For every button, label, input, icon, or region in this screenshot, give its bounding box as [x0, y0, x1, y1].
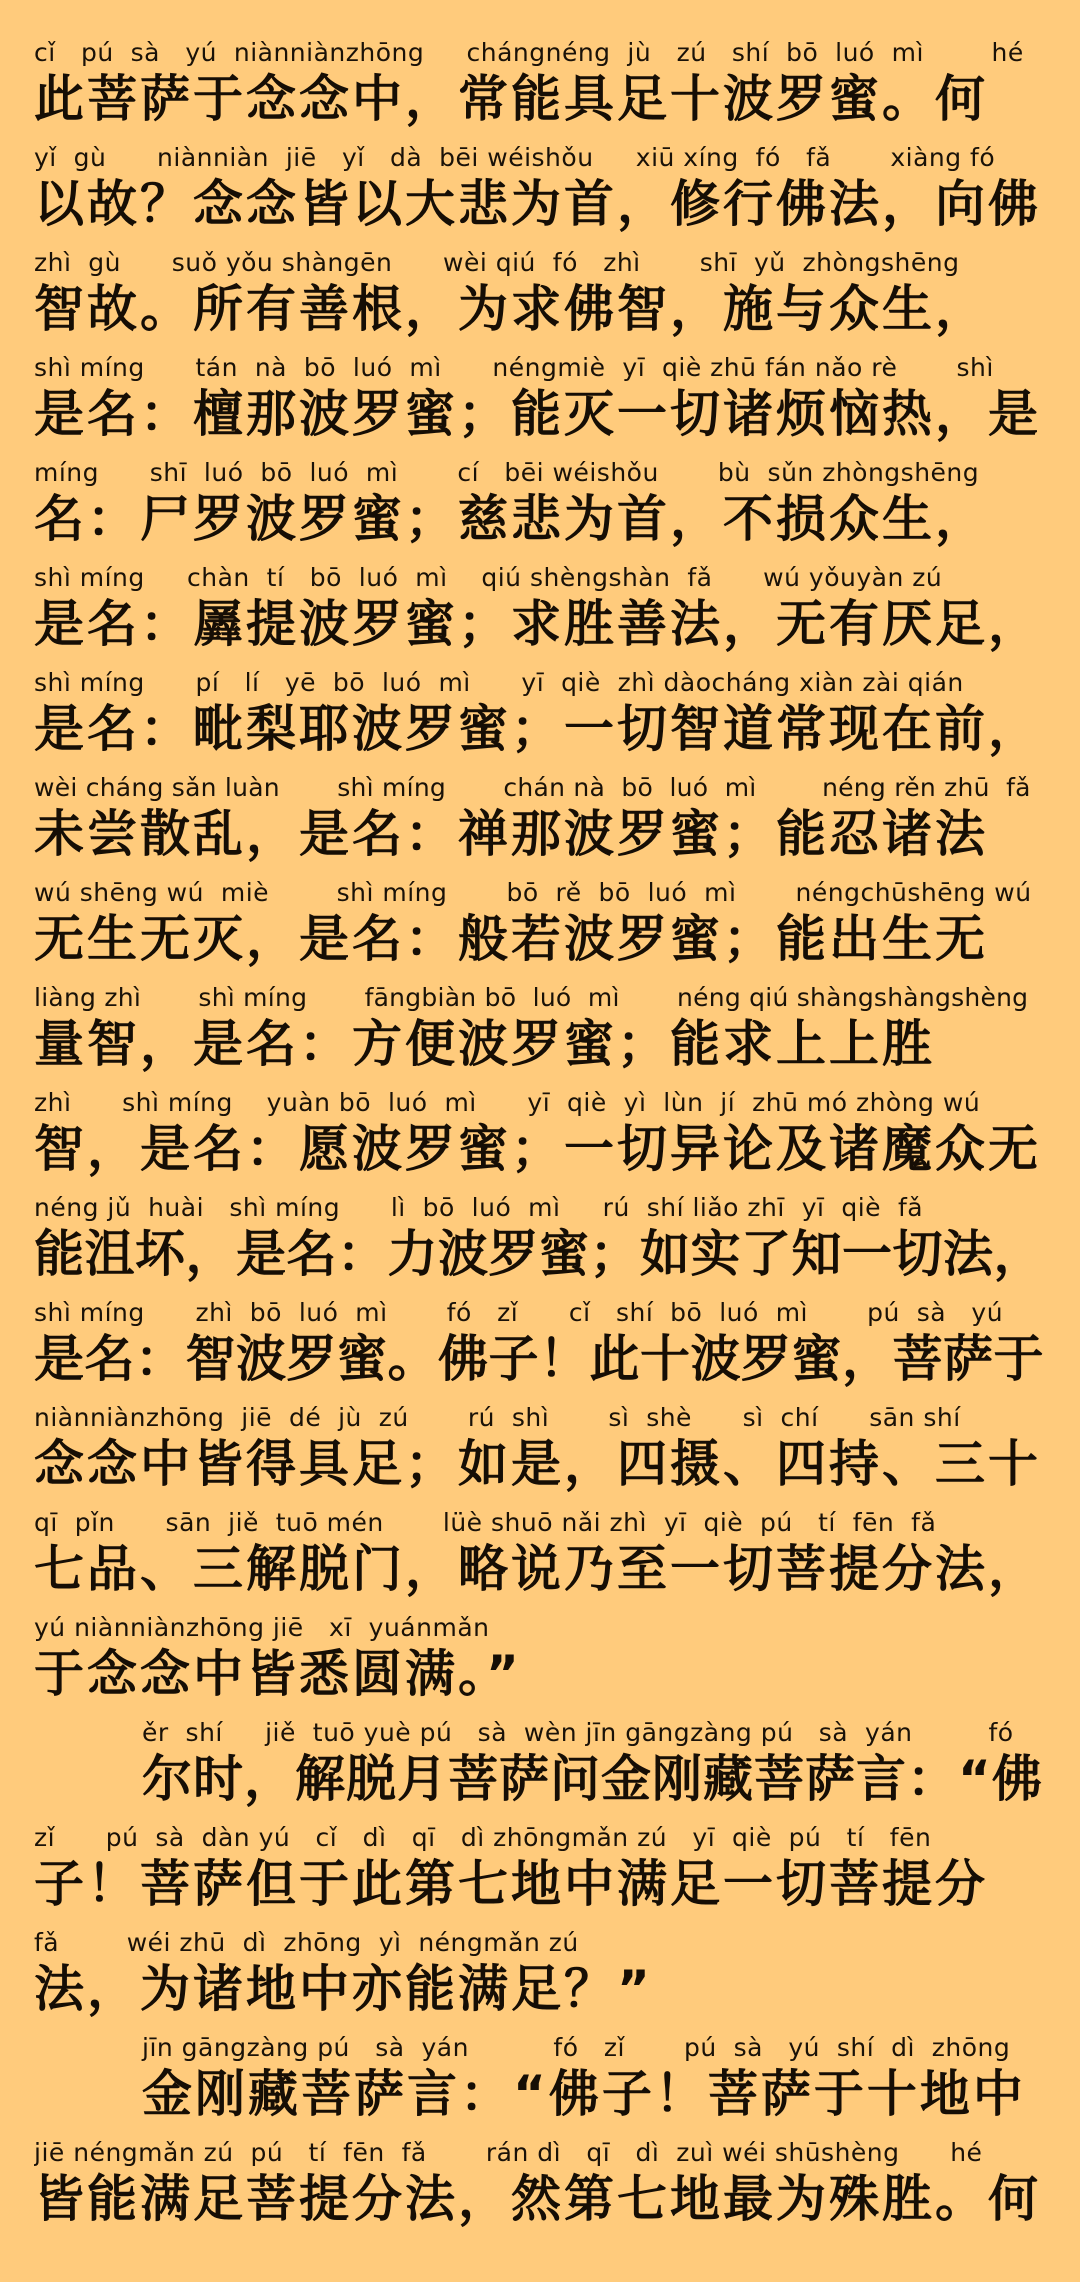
chinese-text: 名：尸罗波罗蜜；慈悲为首，不损众生， [34, 490, 988, 548]
verse-line [34, 1928, 1046, 2033]
verse-line [34, 1823, 1046, 1928]
chinese-text: 金刚藏菩萨言：“佛子！菩萨于十地中 [142, 2065, 1026, 2123]
pinyin-annotation: shì míng chàn tí bō luó mì qiú shèngshàn fǎ wú yǒuyàn zú [34, 563, 943, 592]
chinese-text: 尔时，解脱月菩萨问金刚藏菩萨言：“佛 [142, 1750, 1043, 1808]
pinyin-annotation: néng jǔ huài shì míng lì bō luó mì rú shí liǎo zhī yī qiè fǎ [34, 1193, 924, 1222]
verse-line [34, 878, 1046, 983]
chinese-text: 念念中皆得具足；如是，四摄、四持、三十 [34, 1435, 1041, 1493]
pinyin-annotation: yú niànniànzhōng jiē xī yuánmǎn [34, 1613, 490, 1642]
pinyin-annotation: wèi cháng sǎn luàn shì míng chán nà bō luó mì néng rěn zhū fǎ [34, 773, 1031, 802]
pinyin-annotation: cǐ pú sà yú niànniànzhōng chángnéng jù zú shí bō luó mì hé [34, 38, 1024, 67]
verse-line [34, 38, 1046, 143]
verse-line [34, 983, 1046, 1088]
pinyin-annotation: zhì shì míng yuàn bō luó mì yī qiè yì lùn jí zhū mó zhòng wú [34, 1088, 981, 1117]
pinyin-annotation: ěr shí jiě tuō yuè pú sà wèn jīn gāngzàng pú sà yán fó [142, 1718, 1014, 1747]
chinese-text: 七品、三解脱门，略说乃至一切菩提分法， [34, 1540, 1041, 1598]
pinyin-annotation: zhì gù suǒ yǒu shàngēn wèi qiú fó zhì shī yǔ zhòngshēng [34, 248, 960, 277]
pinyin-annotation: fǎ wéi zhū dì zhōng yì néngmǎn zú [34, 1928, 579, 1957]
chinese-text: 能沮坏，是名：力波罗蜜；如实了知一切法， [34, 1225, 1044, 1283]
chinese-text: 是名：毗梨耶波罗蜜；一切智道常现在前， [34, 700, 1041, 758]
verse-line [34, 1508, 1046, 1613]
verse-line [34, 248, 1046, 353]
pinyin-annotation: shì míng pí lí yē bō luó mì yī qiè zhì dàocháng xiàn zài qián [34, 668, 964, 697]
chinese-text: 未尝散乱，是名：禅那波罗蜜；能忍诸法 [34, 805, 988, 863]
pinyin-annotation: jiē néngmǎn zú pú tí fēn fǎ rán dì qī dì zuì wéi shūshèng hé [34, 2138, 983, 2167]
pinyin-annotation: jīn gāngzàng pú sà yán fó zǐ pú sà yú shí dì zhōng [142, 2033, 1011, 2062]
chinese-text: 皆能满足菩提分法，然第七地最为殊胜。何 [34, 2170, 1041, 2228]
verse-line [34, 458, 1046, 563]
pinyin-annotation: míng shī luó bō luó mì cí bēi wéishǒu bù sǔn zhòngshēng [34, 458, 980, 487]
chinese-text: 无生无灭，是名：般若波罗蜜；能出生无 [34, 910, 988, 968]
chinese-text: 子！菩萨但于此第七地中满足一切菩提分 [34, 1855, 988, 1913]
verse-line [34, 1403, 1046, 1508]
chinese-text: 法，为诸地中亦能满足？” [34, 1960, 653, 2018]
pinyin-annotation: qī pǐn sān jiě tuō mén lüè shuō nǎi zhì yī qiè pú tí fēn fǎ [34, 1508, 937, 1537]
pinyin-annotation: yǐ gù niànniàn jiē yǐ dà bēi wéishǒu xiū xíng fó fǎ xiàng fó [34, 143, 996, 172]
pinyin-annotation: niànniànzhōng jiē dé jù zú rú shì sì shè sì chí sān shí [34, 1403, 961, 1432]
pinyin-annotation: zǐ pú sà dàn yú cǐ dì qī dì zhōngmǎn zú yī qiè pú tí fēn [34, 1823, 932, 1852]
chinese-text: 此菩萨于念念中，常能具足十波罗蜜。何 [34, 70, 988, 128]
verse-line [34, 143, 1046, 248]
chinese-text: 于念念中皆悉圆满。” [34, 1645, 522, 1703]
verse-line [34, 353, 1046, 458]
chinese-text: 是名：檀那波罗蜜；能灭一切诸烦恼热，是 [34, 385, 1041, 443]
chinese-text: 量智，是名：方便波罗蜜；能求上上胜 [34, 1015, 935, 1073]
verse-line [34, 563, 1046, 668]
verse-line [34, 1613, 1046, 1718]
verse-line [34, 773, 1046, 878]
chinese-text: 是名：羼提波罗蜜；求胜善法，无有厌足， [34, 595, 1041, 653]
verse-line [34, 1718, 1046, 1823]
pinyin-annotation: liàng zhì shì míng fāngbiàn bō luó mì néng qiú shàngshàngshèng [34, 983, 1029, 1012]
chinese-text: 智，是名：愿波罗蜜；一切异论及诸魔众无 [34, 1120, 1041, 1178]
verse-line [34, 2138, 1046, 2243]
pinyin-annotation: shì míng zhì bō luó mì fó zǐ cǐ shí bō luó mì pú sà yú [34, 1298, 1004, 1327]
chinese-text: 智故。所有善根，为求佛智，施与众生， [34, 280, 988, 338]
pinyin-annotation: shì míng tán nà bō luó mì néngmiè yī qiè zhū fán nǎo rè shì [34, 353, 994, 382]
chinese-text: 是名：智波罗蜜。佛子！此十波罗蜜，菩萨于 [34, 1330, 1044, 1388]
verse-line [34, 2033, 1046, 2138]
pinyin-annotation: wú shēng wú miè shì míng bō rě bō luó mì néngchūshēng wú [34, 878, 1032, 907]
verse-line [34, 1298, 1046, 1403]
verse-line [34, 1088, 1046, 1193]
verse-line [34, 668, 1046, 773]
verse-line [34, 1193, 1046, 1298]
chinese-text: 以故？念念皆以大悲为首，修行佛法，向佛 [34, 175, 1041, 233]
